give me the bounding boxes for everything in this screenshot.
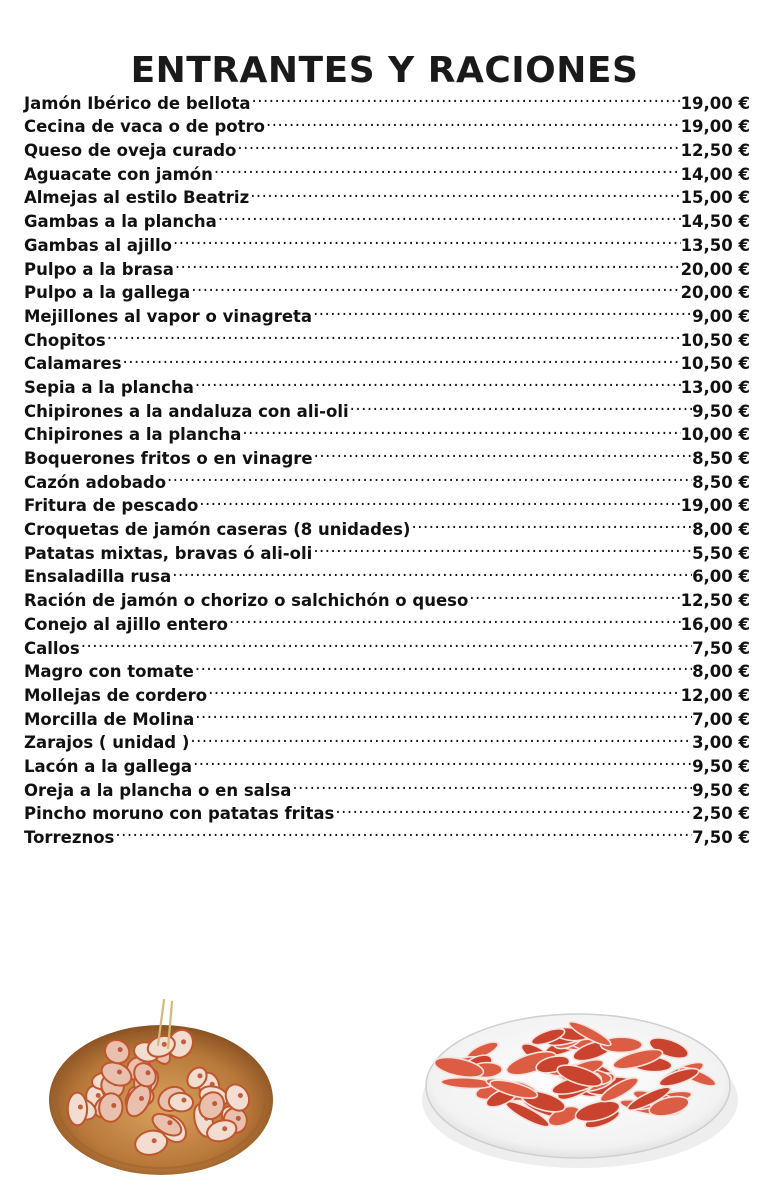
menu-item-price: 2,50 € (692, 804, 750, 824)
dot-leader (265, 109, 681, 133)
menu-item-price: 7,50 € (692, 828, 750, 847)
dot-leader (80, 630, 692, 654)
menu-item-name: Oreja a la plancha o en salsa (24, 780, 292, 800)
menu-item-name: Pulpo a la gallega (24, 283, 191, 303)
menu-item-name: Fritura de pescado (24, 496, 199, 516)
dot-leader (312, 535, 692, 559)
dot-leader (207, 677, 680, 701)
menu-item (24, 346, 750, 374)
menu-item-price: 19,00 € (680, 117, 750, 137)
menu-item-price: 9,00 € (692, 306, 750, 326)
menu-item-price: 9,50 € (692, 756, 750, 776)
menu-item-name: Mejillones al vapor o vinagreta (24, 306, 313, 326)
menu-item (24, 85, 750, 113)
dot-leader (174, 251, 681, 275)
menu-item-price: 12,00 € (680, 685, 750, 705)
dot-leader (189, 725, 692, 749)
dot-leader (349, 393, 692, 417)
menu-item-name: Callos (24, 638, 80, 658)
menu-item-name: Morcilla de Molina (24, 709, 195, 729)
menu-item-price: 8,00 € (692, 520, 750, 540)
menu-item-name: Croquetas de jamón caseras (8 unidades) (24, 520, 411, 540)
menu-item-price: 14,00 € (680, 164, 750, 184)
menu-item-price: 9,50 € (692, 780, 750, 800)
ham-plate-photo (420, 1000, 740, 1170)
menu-item-price: 12,50 € (680, 141, 750, 161)
dot-leader (228, 606, 681, 630)
dot-leader (410, 511, 692, 535)
menu-item-price: 19,00 € (680, 93, 750, 113)
menu-item-name: Patatas mixtas, bravas ó ali-oli (24, 543, 313, 563)
page-title: ENTRANTES Y RACIONES (130, 50, 639, 92)
menu-item-name: Pincho moruno con patatas fritas (24, 804, 335, 824)
dot-leader (468, 582, 680, 606)
menu-item-name: Gambas al ajillo (24, 235, 173, 255)
dot-leader (217, 203, 681, 227)
menu-item-price: 13,00 € (680, 377, 750, 397)
menu-item-name: Magro con tomate (24, 662, 194, 682)
menu-item (24, 322, 750, 350)
dot-leader (194, 369, 681, 393)
menu-item-price: 16,00 € (680, 614, 750, 634)
dot-leader (334, 796, 692, 820)
dot-leader (291, 772, 692, 796)
dot-leader (194, 701, 692, 725)
menu-item (24, 630, 750, 658)
menu-item-price: 13,50 € (680, 235, 750, 255)
menu-item-name: Cecina de vaca o de potro (24, 117, 265, 137)
menu-item-name: Boquerones fritos o en vinagre (24, 449, 313, 468)
menu-item-name: Pulpo a la brasa (24, 259, 174, 279)
menu-item-price: 10,00 € (680, 425, 750, 445)
menu-item-price: 7,50 € (692, 638, 750, 658)
menu-item-price: 7,00 € (692, 709, 750, 729)
menu-item-price: 14,50 € (680, 212, 750, 232)
menu-item-price: 10,50 € (680, 354, 750, 374)
menu-item-price: 19,00 € (680, 496, 750, 516)
menu-item (24, 369, 750, 397)
menu-item-name: Mollejas de cordero (24, 685, 208, 705)
menu-item-name: Chopitos (24, 330, 106, 350)
menu-item-name: Chipirones a la andaluza con ali-oli (24, 401, 349, 421)
dot-leader (192, 748, 692, 772)
octopus-plate-photo (46, 990, 286, 1180)
dot-leader (122, 346, 681, 370)
menu-item-name: Chipirones a la plancha (24, 425, 242, 445)
dot-leader (106, 322, 681, 346)
menu-item-price: 3,00 € (692, 733, 750, 753)
dot-leader (114, 819, 692, 843)
menu-item-name: Almejas al estilo Beatriz (24, 188, 250, 208)
menu-item-price: 6,00 € (692, 567, 750, 587)
dot-leader (313, 440, 692, 464)
dot-leader (171, 559, 692, 583)
dot-leader (172, 227, 681, 251)
dot-leader (249, 180, 680, 204)
menu-item-price: 20,00 € (680, 283, 750, 303)
dot-leader (236, 132, 680, 156)
menu-item-name: Lacón a la gallega (24, 756, 193, 776)
menu-item-price: 8,50 € (692, 472, 750, 492)
menu-item-price: 12,50 € (680, 591, 750, 611)
menu-item-name: Conejo al ajillo entero (24, 614, 228, 634)
menu-item-price: 20,00 € (680, 259, 750, 279)
menu-item-price: 9,50 € (692, 401, 750, 421)
dot-leader (194, 654, 692, 678)
menu-item-name: Jamón Ibérico de bellota (24, 93, 251, 113)
menu-item-name: Aguacate con jamón (24, 164, 213, 184)
menu-item-name: Gambas a la plancha (24, 212, 217, 232)
dot-leader (198, 488, 680, 512)
dot-leader (166, 464, 692, 488)
menu-item-name: Zarajos ( unidad ) (24, 733, 190, 753)
menu-item-name: Ración de jamón o chorizo o salchichón o queso (24, 591, 469, 611)
dot-leader (312, 298, 692, 322)
dot-leader (241, 417, 680, 441)
menu-item-name: Torreznos (24, 828, 115, 847)
menu-item-price: 5,50 € (692, 543, 750, 563)
menu-item-price: 15,00 € (680, 188, 750, 208)
menu-item-price: 8,50 € (692, 449, 750, 468)
menu-item-name: Queso de oveja curado (24, 141, 237, 161)
menu-list (24, 85, 750, 847)
dot-leader (213, 156, 681, 180)
menu-item-name: Cazón adobado (24, 472, 167, 492)
menu-item-name: Ensaladilla rusa (24, 567, 172, 587)
menu-item (24, 819, 750, 847)
dot-leader (190, 275, 680, 299)
menu-item-price: 10,50 € (680, 330, 750, 350)
menu-item-name: Sepia a la plancha (24, 377, 194, 397)
menu-item-price: 8,00 € (692, 662, 750, 682)
menu-item-name: Calamares (24, 354, 122, 374)
menu-item (24, 654, 750, 682)
dot-leader (251, 85, 681, 109)
